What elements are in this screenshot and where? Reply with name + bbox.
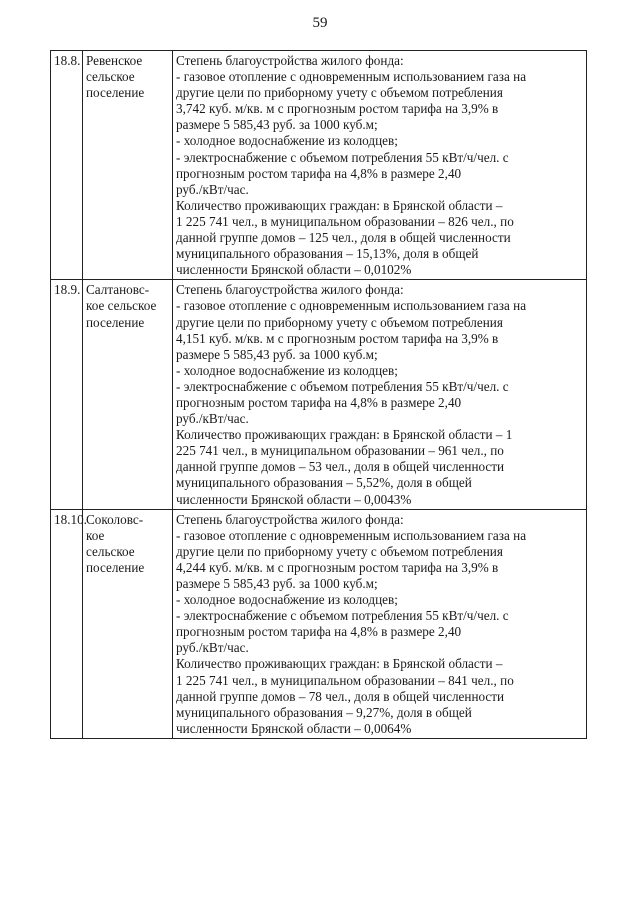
description-line: - электроснабжение с объемом потребления 55 кВт/ч/чел. с	[176, 378, 509, 394]
description-line: 1 225 741 чел., в муниципальном образовании – 841 чел., по	[176, 672, 514, 688]
settlement-name-line: поселение	[86, 314, 145, 330]
settlement-name-line: кое	[86, 527, 105, 543]
row-number: 18.8.	[51, 51, 83, 280]
description-line: прогнозным ростом тарифа на 4,8% в размере 2,40	[176, 624, 462, 640]
description-line: численности Брянской области – 0,0064%	[176, 720, 412, 736]
table-row	[51, 509, 587, 738]
description-cell	[173, 280, 587, 509]
settlement-name-cell	[83, 509, 173, 738]
description-line: 225 741 чел., в муниципальном образовании – 961 чел., по	[176, 443, 504, 459]
table-row	[51, 280, 587, 509]
description-line: 4,151 куб. м/кв. м с прогнозным ростом тарифа на 3,9% в	[176, 330, 499, 346]
description-line: - электроснабжение с объемом потребления 55 кВт/ч/чел. с	[176, 608, 509, 624]
description-line: данной группе домов – 78 чел., доля в общей численности	[176, 688, 505, 704]
description-cell	[173, 51, 587, 280]
description-line: прогнозным ростом тарифа на 4,8% в размере 2,40	[176, 394, 462, 410]
settlement-name-line: сельское	[86, 543, 135, 559]
settlement-name-line: кое сельское	[86, 298, 157, 314]
description-line: Количество проживающих граждан: в Брянской области –	[176, 656, 503, 672]
description-cell	[173, 509, 587, 738]
settlement-name-line: поселение	[86, 85, 145, 101]
description-line: 3,742 куб. м/кв. м с прогнозным ростом тарифа на 3,9% в	[176, 101, 499, 117]
description-line: - газовое отопление с одновременным использованием газа на	[176, 298, 527, 314]
description-line: муниципального образования – 9,27%, доля в общей	[176, 704, 472, 720]
description-line: Количество проживающих граждан: в Брянской области –	[176, 197, 503, 213]
description-line: Степень благоустройства жилого фонда:	[176, 511, 404, 527]
description-line: данной группе домов – 125 чел., доля в общей численности	[176, 230, 511, 246]
table-row	[51, 51, 587, 280]
settlement-name-line: сельское	[86, 69, 135, 85]
settlement-name-cell	[83, 51, 173, 280]
description-line: численности Брянской области – 0,0043%	[176, 491, 412, 507]
settlement-table-body	[51, 51, 587, 739]
description-line: 4,244 куб. м/кв. м с прогнозным ростом тарифа на 3,9% в	[176, 559, 499, 575]
description-line: руб./кВт/час.	[176, 411, 249, 427]
description-line: руб./кВт/час.	[176, 640, 249, 656]
description-line: размере 5 585,43 руб. за 1000 куб.м;	[176, 346, 378, 362]
description-line: - холодное водоснабжение из колодцев;	[176, 592, 398, 608]
description-line: другие цели по приборному учету с объемом потребления	[176, 543, 503, 559]
description-line: муниципального образования – 15,13%, доля в общей	[176, 246, 479, 262]
description-line: - электроснабжение с объемом потребления 55 кВт/ч/чел. с	[176, 149, 509, 165]
description-line: - холодное водоснабжение из колодцев;	[176, 133, 398, 149]
description-line: Степень благоустройства жилого фонда:	[176, 53, 404, 68]
description-line: размере 5 585,43 руб. за 1000 куб.м;	[176, 576, 378, 591]
description-line: данной группе домов – 53 чел., доля в общей численности	[176, 459, 505, 475]
description-line: муниципального образования – 5,52%, доля в общей	[176, 475, 472, 491]
settlement-name-cell	[83, 280, 173, 509]
settlement-table	[50, 50, 587, 739]
description-line: - холодное водоснабжение из колодцев;	[176, 362, 398, 378]
description-line: размере 5 585,43 руб. за 1000 куб.м;	[176, 117, 378, 133]
page-number: 59	[312, 15, 328, 31]
description-line: руб./кВт/час.	[176, 181, 249, 197]
settlement-name-line: Соколовс-	[86, 511, 144, 527]
description-line: Степень благоустройства жилого фонда:	[176, 282, 404, 298]
settlement-name-line: Ревенское	[86, 53, 143, 68]
description-line: 1 225 741 чел., в муниципальном образовании – 826 чел., по	[176, 213, 514, 229]
description-line: Количество проживающих граждан: в Брянской области – 1	[176, 427, 513, 443]
description-line: численности Брянской области – 0,0102%	[176, 262, 412, 278]
settlement-name-line: Салтановс-	[86, 282, 150, 298]
description-line: - газовое отопление с одновременным использованием газа на	[176, 69, 527, 85]
row-number: 18.10.	[51, 509, 83, 738]
row-number: 18.9.	[51, 280, 83, 509]
description-line: прогнозным ростом тарифа на 4,8% в размере 2,40	[176, 165, 462, 181]
description-line: другие цели по приборному учету с объемом потребления	[176, 85, 503, 101]
settlement-name-line: поселение	[86, 559, 145, 575]
description-line: - газовое отопление с одновременным использованием газа на	[176, 527, 527, 543]
description-line: другие цели по приборному учету с объемом потребления	[176, 314, 503, 330]
